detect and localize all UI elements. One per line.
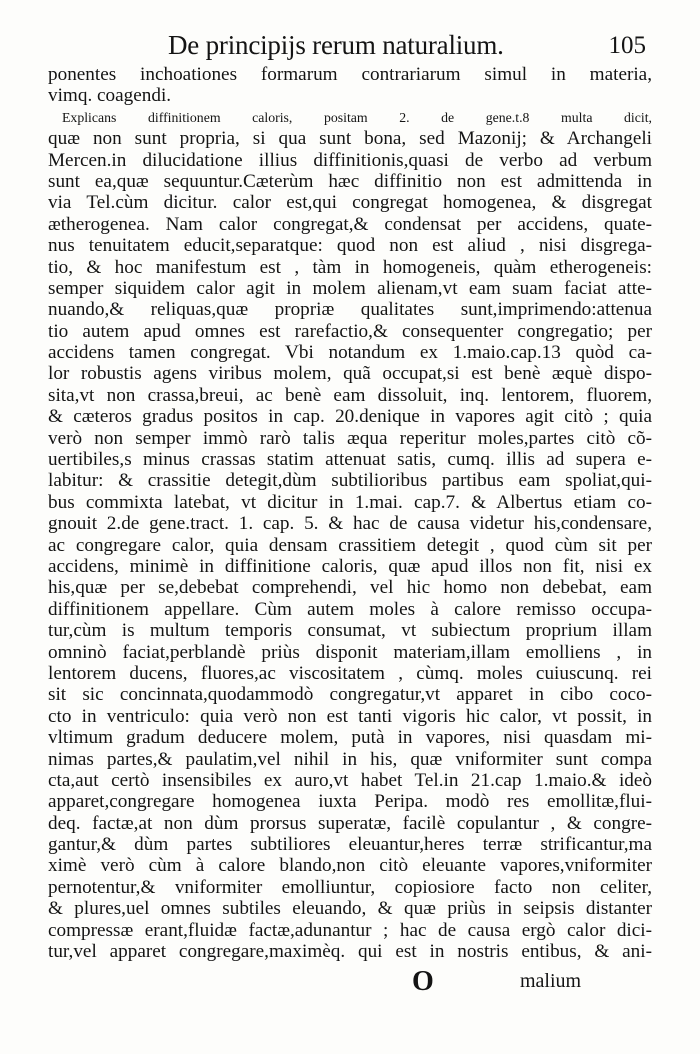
text-line: semper siquidem calor agit in molem alienam,vt eam suam faciat atte- (48, 277, 652, 299)
text-line: apparet,congregare homogenea iuxta Peripa. modò res emollitæ,flui- (48, 791, 652, 813)
text-line: ac congregare calor, quia densam crassitiem detegit , quod cùm sit per (48, 534, 652, 556)
text-line: & cæteros gradus positos in cap. 20.denique in vapores agit citò ; quia (48, 406, 652, 428)
text-line: ponentes inchoationes formarum contrariarum simul in materia, (48, 64, 652, 85)
text-line: pernotentur,& vniformiter emolliuntur, copiosiore facto non celiter, (48, 876, 652, 898)
text-line: vimq. coagendi. (48, 85, 172, 107)
text-line: cta,aut certò insensibiles ex auro,vt habet Tel.in 21.cap 1.maio.& ideò (48, 769, 652, 791)
text-line: tio autem apud omnes est rarefactio,& consequenter congregatio; per (48, 320, 652, 342)
text-line: compressæ erant,fluidæ factæ,adunantur ; hac de causa ergò calor dici- (48, 919, 652, 941)
text-line: lor robustis agens viribus molem, quã occupat,si est benè æquè dispo- (48, 363, 652, 385)
text-line: tio, & hoc manifestum est , tàm in homogeneis, quàm etherogeneis: (48, 256, 652, 278)
text-line: sita,vt non crassa,breui, ac benè eam dissoluit, inq. lentorem, fluorem, (48, 384, 652, 406)
text-line: labitur: & crassitie detegit,dùm subtilioribus partibus eam spoliat,qui- (48, 470, 652, 492)
text-line: nuando,& reliquas,quæ propriæ qualitates sunt,imprimendo:attenua (48, 299, 652, 321)
text-line: ætherogenea. Nam calor congregat,& condensat per accidens, quate- (48, 213, 652, 235)
text-line: sunt ea,quæ sequuntur.Cæterùm hæc diffinitio non est admittenda in (48, 170, 652, 192)
text-line: uertibiles,s minus crassas statim attenuat satis, cumq. illis ad supera e- (48, 449, 652, 471)
text-line: & plures,uel omnes subtiles eleuando, & quæ priùs in seipsis distanter (48, 898, 652, 920)
text-line: his,quæ per se,debebat comprehendi, vel hic homo non debebat, eam (48, 577, 652, 599)
text-line: accidens, minimè in diffinitione caloris, quæ apud illos non fit, nisi ex (48, 555, 652, 577)
text-line: nimas partes,& paulatim,vel nihil in his, quæ vniformiter sunt compa (48, 748, 652, 770)
text-line: omninò faciat,perblandè priùs disponit materiam,illam emolliens , in (48, 641, 652, 663)
text-line: gantur,& dùm partes subtiliores eleuantur,heres terræ strificantur,ma (48, 834, 652, 856)
text-line: tur,cùm is multum temporis consumat, vt subiectum proprium illam (48, 620, 652, 642)
catchword: malium (520, 970, 582, 992)
body-text (48, 64, 652, 962)
text-line: Explicans diffinitionem caloris, positam 2. de gene.t.8 multa dicit, (62, 109, 652, 125)
text-line: sit sic concinnata,quodammodò congregatur,vt apparet in cibo coco- (48, 684, 652, 706)
signature-mark: O (412, 966, 434, 997)
running-title: De principijs rerum naturalium. (168, 30, 504, 60)
page-number: 105 (608, 32, 646, 59)
text-line: vltimum gradum deducere molem, putà in vapores, nisi quasdam mi- (48, 727, 652, 749)
text-line: accidens tamen congregat. Vbi notandum ex 1.maio.cap.13 quòd ca- (48, 342, 652, 364)
text-line: tur,vel apparet congregare,maximèq. qui est in nostris entibus, & ani- (48, 941, 652, 963)
text-line: cto in ventriculo: quia verò non est tanti vigoris hic calor, vt possit, in (48, 705, 652, 727)
text-line: gnouit 2.de gene.tract. 1. cap. 5. & hac de causa videtur his,condensare, (48, 513, 652, 535)
text-line: lentorem ducens, fluores,ac viscositatem , cùmq. moles cuiuscunq. rei (48, 662, 652, 684)
text-line: nus tenuitatem educit,separatque: quod non est aliud , nisi disgrega- (48, 235, 652, 257)
text-line: ximè verò cùm à calore blando,non citò eleuante vapores,vniformiter (48, 855, 652, 877)
text-line: via Tel.cùm dicitur. calor est,qui congregat homogenea, & disgregat (48, 192, 652, 214)
text-line: deq. factæ,at non dùm prorsus superatæ, facilè copulantur , & congre- (48, 812, 652, 834)
text-line: bus commixta latebat, vt dicitur in 1.mai. cap.7. & Albertus etiam co- (48, 491, 652, 513)
text-line: diffinitionem appellare. Cùm autem moles à calore remisso occupa- (48, 598, 652, 620)
text-line: verò non semper immò rarò talis æqua reperitur moles,partes citò cõ- (48, 427, 652, 449)
text-line: Mercen.in dilucidatione illius diffinitionis,quasi de verbo ad verbum (48, 149, 652, 171)
text-line: quæ non sunt propria, si qua sunt bona, sed Mazonij; & Archangeli (48, 128, 652, 150)
page-footer (50, 966, 650, 1006)
